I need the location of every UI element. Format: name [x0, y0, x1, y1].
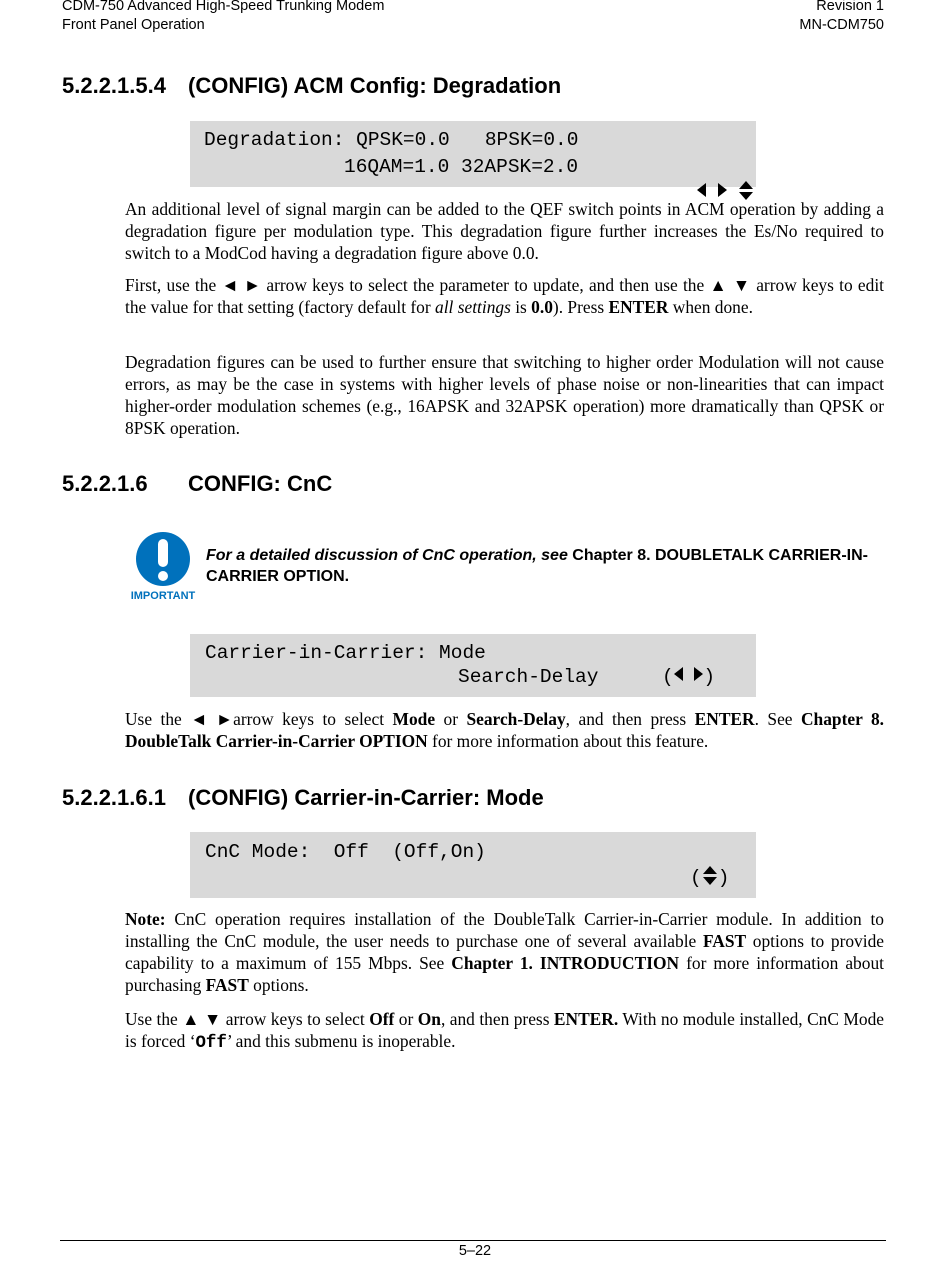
text-run-bold: FAST — [205, 975, 249, 995]
lcd-display-cnc — [190, 634, 756, 697]
text-run: First, use the ◄ ► arrow keys to select the parameter to update, and then use the ▲ ▼ arrow keys to edit the value for that setting (factory default for — [125, 275, 884, 317]
lcd-display-degradation — [190, 121, 756, 187]
paragraph-degradation-intro: An additional level of signal margin can be added to the QEF switch points in ACM operation by adding a degradation figure per modulation type. This degradation figure further increases the Es/No required to switch to a ModCod having a degradation figure above 0.0. — [125, 199, 884, 263]
text-run-italic: For a detailed discussion of CnC operation, see — [206, 547, 573, 564]
right-arrow-icon — [718, 183, 727, 197]
lcd-nav-arrows: ( ) — [662, 666, 716, 688]
lcd-line-1: Carrier-in-Carrier: Mode — [205, 642, 486, 664]
text-run: With no module installed, CnC Mode is forced ‘ — [125, 1009, 885, 1051]
section-heading-cnc-mode — [62, 785, 544, 811]
lcd-line-2: 16QAM=1.0 32APSK=2.0 — [344, 156, 579, 178]
text-run: for more information about purchasing — [125, 953, 884, 995]
chapter-subtitle: Front Panel Operation — [62, 17, 205, 33]
paragraph-cnc-note — [125, 908, 884, 996]
text-run-bold: On — [417, 1009, 441, 1029]
text-run-bold: Off — [369, 1009, 395, 1029]
paragraph-cnc-mode-usage — [125, 1008, 884, 1055]
footer-divider — [60, 1240, 886, 1241]
text-run: ’ and this submenu is inoperable. — [226, 1031, 456, 1051]
text-run-mono: Off — [195, 1034, 227, 1053]
important-label: IMPORTANT — [130, 590, 196, 602]
text-run: CnC operation requires installation of the DoubleTalk Carrier-in-Carrier module. In addition to installing the CnC module, the user needs to purchase one of several available — [125, 909, 884, 951]
lcd-nav-arrows: ( ) — [690, 867, 730, 889]
paragraph-cnc-usage — [125, 708, 884, 752]
revision-label: Revision 1 — [816, 0, 884, 14]
section-title: CONFIG: CnC — [188, 471, 333, 496]
lcd-line-2: Search-Delay — [458, 666, 599, 688]
important-note — [206, 545, 886, 587]
chapter-reference: Chapter 1. INTRODUCTION — [451, 953, 680, 973]
text-run-italic: all settings — [435, 297, 511, 317]
paragraph-degradation-usage — [125, 274, 884, 318]
text-run-bold: ENTER. — [553, 1009, 619, 1029]
text-run: Use the ◄ ►arrow keys to select — [125, 709, 393, 729]
text-run: or — [435, 709, 467, 729]
paragraph-degradation-purpose: Degradation figures can be used to further ensure that switching to higher order Modulation will not cause errors, as may be the case in systems with higher levels of phase noise or non-linearities that can impact higher-order modulation schemes (e.g., 16APSK and 32APSK operation) more dramatically than QPSK or 8PSK operation. — [125, 352, 884, 438]
lcd-display-cnc-mode — [190, 832, 756, 898]
section-heading-cnc — [62, 471, 332, 497]
text-run: options. — [248, 975, 309, 995]
chapter-reference: Chapter 8. DoubleTalk Carrier-in-Carrier OPTION — [125, 709, 885, 751]
text-run: for more information about this feature. — [427, 731, 709, 751]
text-run-bold: ENTER — [694, 709, 755, 729]
section-number: 5.2.2.1.6.1 — [62, 785, 166, 810]
text-run: . See — [754, 709, 801, 729]
text-run-bold: FAST — [702, 931, 747, 951]
document-number: MN-CDM750 — [799, 17, 884, 33]
section-heading-degradation — [62, 73, 561, 99]
lcd-line-1: CnC Mode: Off (Off,On) — [205, 841, 486, 863]
right-arrow-icon — [694, 667, 703, 681]
text-run-bold: 0.0 — [531, 297, 553, 317]
section-title: (CONFIG) ACM Config: Degradation — [188, 73, 562, 98]
left-arrow-icon — [697, 183, 706, 197]
chapter-reference: Chapter 8. DOUBLETALK CARRIER-IN-CARRIER OPTION. — [206, 547, 868, 585]
text-run: ). Press — [552, 297, 609, 317]
note-label: Note: — [125, 909, 166, 929]
text-run: , and then press — [565, 709, 695, 729]
up-down-arrow-icon — [702, 866, 718, 886]
text-run-bold: Search-Delay — [466, 709, 566, 729]
text-run-bold: Mode — [392, 709, 436, 729]
text-run: is — [510, 297, 532, 317]
text-run: options to provide capability to a maximum of 155 Mbps. See — [125, 931, 885, 973]
text-run: , and then press — [440, 1009, 554, 1029]
text-run: when done. — [668, 297, 753, 317]
section-number: 5.2.2.1.5.4 — [62, 73, 166, 98]
document-title: CDM-750 Advanced High-Speed Trunking Modem — [62, 0, 385, 14]
text-run: or — [394, 1009, 418, 1029]
text-run-bold: ENTER — [608, 297, 669, 317]
important-icon — [127, 531, 199, 603]
section-title: (CONFIG) Carrier-in-Carrier: Mode — [188, 785, 544, 810]
section-number: 5.2.2.1.6 — [62, 471, 148, 496]
text-run: Use the ▲ ▼ arrow keys to select — [125, 1009, 370, 1029]
page-number: 5–22 — [458, 1243, 492, 1259]
lcd-line-1: Degradation: QPSK=0.0 8PSK=0.0 — [204, 129, 579, 151]
left-arrow-icon — [674, 667, 683, 681]
running-header-right — [799, 0, 884, 35]
running-header-left — [62, 0, 384, 35]
